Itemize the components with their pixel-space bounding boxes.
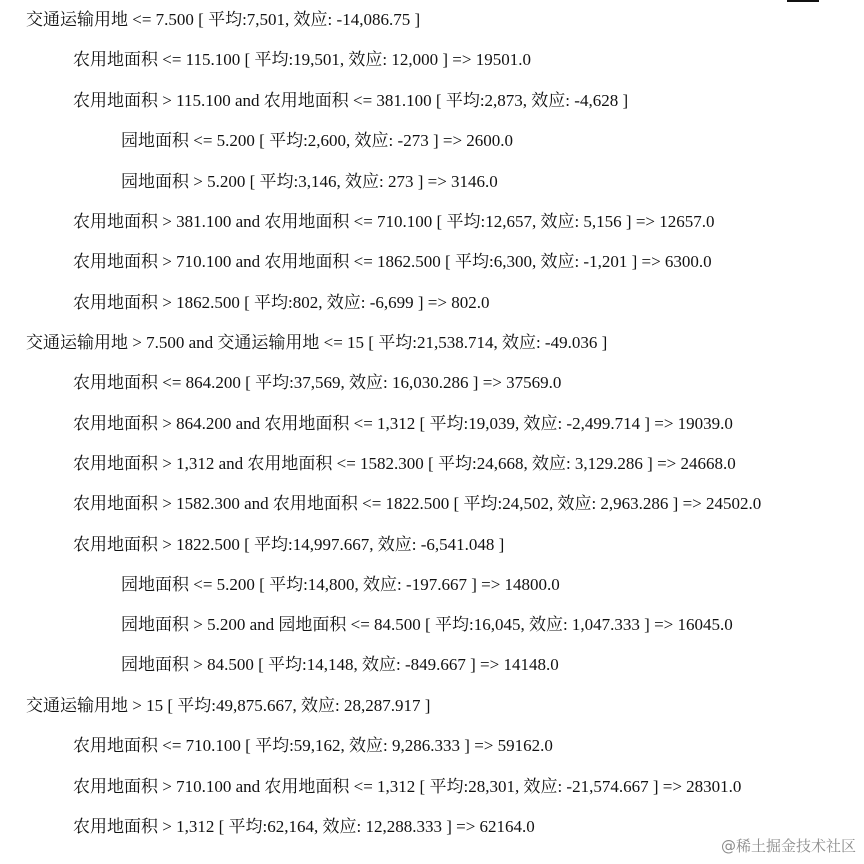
tree-node-level1: 农用地面积 > 864.200 and 农用地面积 <= 1,312 [ 平均:19,039, 效应: -2,499.714 ] => 19039.0 [73,414,733,433]
tree-node-level1: 农用地面积 <= 115.100 [ 平均:19,501, 效应: 12,000 ] => 19501.0 [73,50,531,69]
tree-node-root-3: 交通运输用地 > 15 [ 平均:49,875.667, 效应: 28,287.917 ] [26,696,431,715]
tree-node-level1: 农用地面积 <= 864.200 [ 平均:37,569, 效应: 16,030.286 ] => 37569.0 [73,373,562,392]
tree-node-level2: 园地面积 <= 5.200 [ 平均:2,600, 效应: -273 ] => 2600.0 [121,131,514,150]
tree-node-level1: 农用地面积 > 710.100 and 农用地面积 <= 1,312 [ 平均:28,301, 效应: -21,574.667 ] => 28301.0 [73,777,742,796]
tree-node-level1: 农用地面积 > 115.100 and 农用地面积 <= 381.100 [ 平均:2,873, 效应: -4,628 ] [73,91,629,110]
tree-node-level1: 农用地面积 > 710.100 and 农用地面积 <= 1862.500 [ 平均:6,300, 效应: -1,201 ] => 6300.0 [73,252,712,271]
tree-node-level2: 园地面积 > 5.200 and 园地面积 <= 84.500 [ 平均:16,045, 效应: 1,047.333 ] => 16045.0 [121,615,733,634]
tree-node-level2: 园地面积 > 84.500 [ 平均:14,148, 效应: -849.667 ] => 14148.0 [121,655,559,674]
tree-node-root-2: 交通运输用地 > 7.500 and 交通运输用地 <= 15 [ 平均:21,538.714, 效应: -49.036 ] [26,333,608,352]
tree-node-level2: 园地面积 > 5.200 [ 平均:3,146, 效应: 273 ] => 3146.0 [121,172,498,191]
tree-node-level1: 农用地面积 > 1862.500 [ 平均:802, 效应: -6,699 ] => 802.0 [73,293,490,312]
tree-node-root-1: 交通运输用地 <= 7.500 [ 平均:7,501, 效应: -14,086.75 ] [26,10,421,29]
tree-node-level1: 农用地面积 > 381.100 and 农用地面积 <= 710.100 [ 平均:12,657, 效应: 5,156 ] => 12657.0 [73,212,715,231]
tree-node-level1: 农用地面积 > 1,312 and 农用地面积 <= 1582.300 [ 平均:24,668, 效应: 3,129.286 ] => 24668.0 [73,454,736,473]
tree-node-level1: 农用地面积 > 1,312 [ 平均:62,164, 效应: 12,288.333 ] => 62164.0 [73,817,535,836]
tree-node-level2: 园地面积 <= 5.200 [ 平均:14,800, 效应: -197.667 ] => 14800.0 [121,575,560,594]
tree-node-level1: 农用地面积 > 1822.500 [ 平均:14,997.667, 效应: -6,541.048 ] [73,535,505,554]
watermark: @稀土掘金技术社区 [720,837,856,855]
tree-node-level1: 农用地面积 > 1582.300 and 农用地面积 <= 1822.500 [ 平均:24,502, 效应: 2,963.286 ] => 24502.0 [73,494,762,513]
tree-node-level1: 农用地面积 <= 710.100 [ 平均:59,162, 效应: 9,286.333 ] => 59162.0 [73,736,553,755]
